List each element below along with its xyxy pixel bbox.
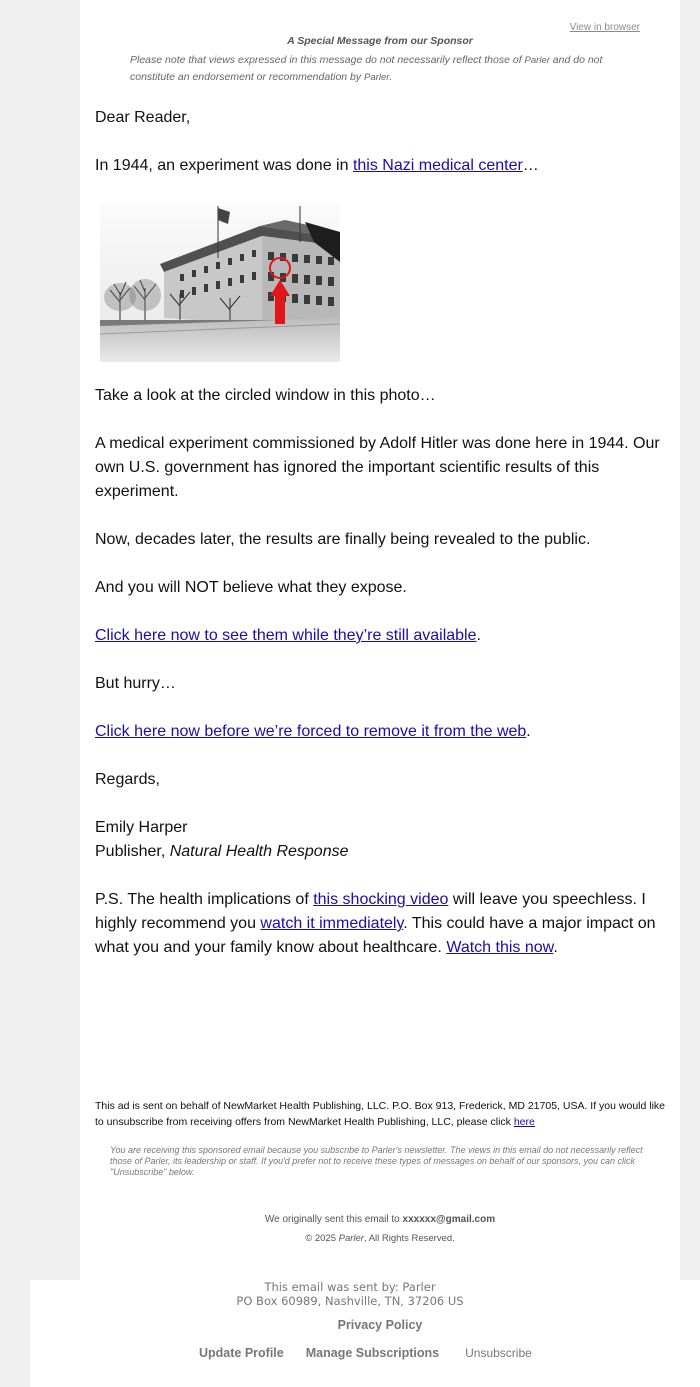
intro-paragraph: In 1944, an experiment was done in this Nazi medical center… xyxy=(95,157,539,174)
advertiser-unsubscribe-link[interactable]: here xyxy=(513,1116,535,1128)
building-photo[interactable] xyxy=(100,202,340,362)
experiment-paragraph: A medical experiment commissioned by Adolf Hitler was done here in 1944. Our own U.S. government has ignored the important scientific results of this experiment. xyxy=(95,435,660,500)
cta-paragraph-1: Click here now to see them while they’re still available. xyxy=(95,627,481,644)
sender-info: This email was sent by: Parler PO Box 60989, Nashville, TN, 37206 US xyxy=(236,1280,464,1308)
greeting: Dear Reader, xyxy=(95,109,191,126)
sponsored-notice: You are receiving this sponsored email because you subscribe to Parler's newsletter. The views in this email do not necessarily reflect those of Parler, its leadership or staff. If you'd prefer not to receive these types of messages on behalf of our sponsors, you can click "Unsubscribe" below. xyxy=(110,1145,643,1177)
cta-paragraph-2: Click here now before we’re forced to remove it from the web. xyxy=(95,723,531,740)
update-profile-link[interactable]: Update Profile xyxy=(199,1346,284,1360)
manage-subscriptions-link[interactable]: Manage Subscriptions xyxy=(305,1346,440,1360)
signature: Emily Harper Publisher, Natural Health Response xyxy=(95,819,349,860)
view-in-browser-link[interactable]: View in browser xyxy=(569,22,640,33)
ps-paragraph: P.S. The health implications of this shocking video will leave you speechless. I highly recommend you watch it immediately. This could have a major impact on what you and your family know about healthcare. Watch this now. xyxy=(95,891,656,956)
revealed-paragraph: Now, decades later, the results are finally being revealed to the public. xyxy=(95,531,591,548)
email-card xyxy=(80,0,680,1282)
sponsor-disclaimer: Please note that views expressed in this message do not necessarily reflect those of Parler and do not constitute an endorsement or recommendation by Parler. xyxy=(130,54,603,83)
sponsor-title: A Special Message from our Sponsor xyxy=(287,35,473,47)
publication-name: Natural Health Response xyxy=(169,843,349,860)
photo-caption: Take a look at the circled window in this photo… xyxy=(95,387,436,404)
watch-now-link[interactable]: Watch this now xyxy=(446,939,554,956)
copyright: © 2025 Parler, All Rights Reserved. xyxy=(305,1233,455,1244)
expose-paragraph: And you will NOT believe what they expose. xyxy=(95,579,407,596)
advertiser-disclosure: This ad is sent on behalf of NewMarket Health Publishing, LLC. P.O. Box 913, Frederick, MD 21705, USA. If you would like to unsubscribe from receiving offers from NewMarket Health Publishing, LLC, please click here xyxy=(95,1100,666,1128)
regards: Regards, xyxy=(95,771,160,788)
hurry-paragraph: But hurry… xyxy=(95,675,176,692)
unsubscribe-link[interactable]: Unsubscribe xyxy=(465,1346,532,1360)
watch-immediately-link[interactable]: watch it immediately xyxy=(260,915,404,932)
nazi-medical-center-link[interactable]: this Nazi medical center xyxy=(352,157,523,174)
privacy-policy-link[interactable]: Privacy Policy xyxy=(337,1318,423,1332)
sent-to-line: We originally sent this email to xxxxxx@gmail.com xyxy=(264,1214,496,1225)
signer-name: Emily Harper xyxy=(95,819,188,836)
before-removed-link[interactable]: Click here now before we’re forced to remove it from the web xyxy=(95,723,527,740)
message-body xyxy=(95,106,665,984)
bottom-links xyxy=(199,1346,532,1360)
see-them-link[interactable]: Click here now to see them while they’re still available xyxy=(95,627,477,644)
recipient-email: xxxxxx@gmail.com xyxy=(402,1214,496,1225)
shocking-video-link[interactable]: this shocking video xyxy=(313,891,449,908)
